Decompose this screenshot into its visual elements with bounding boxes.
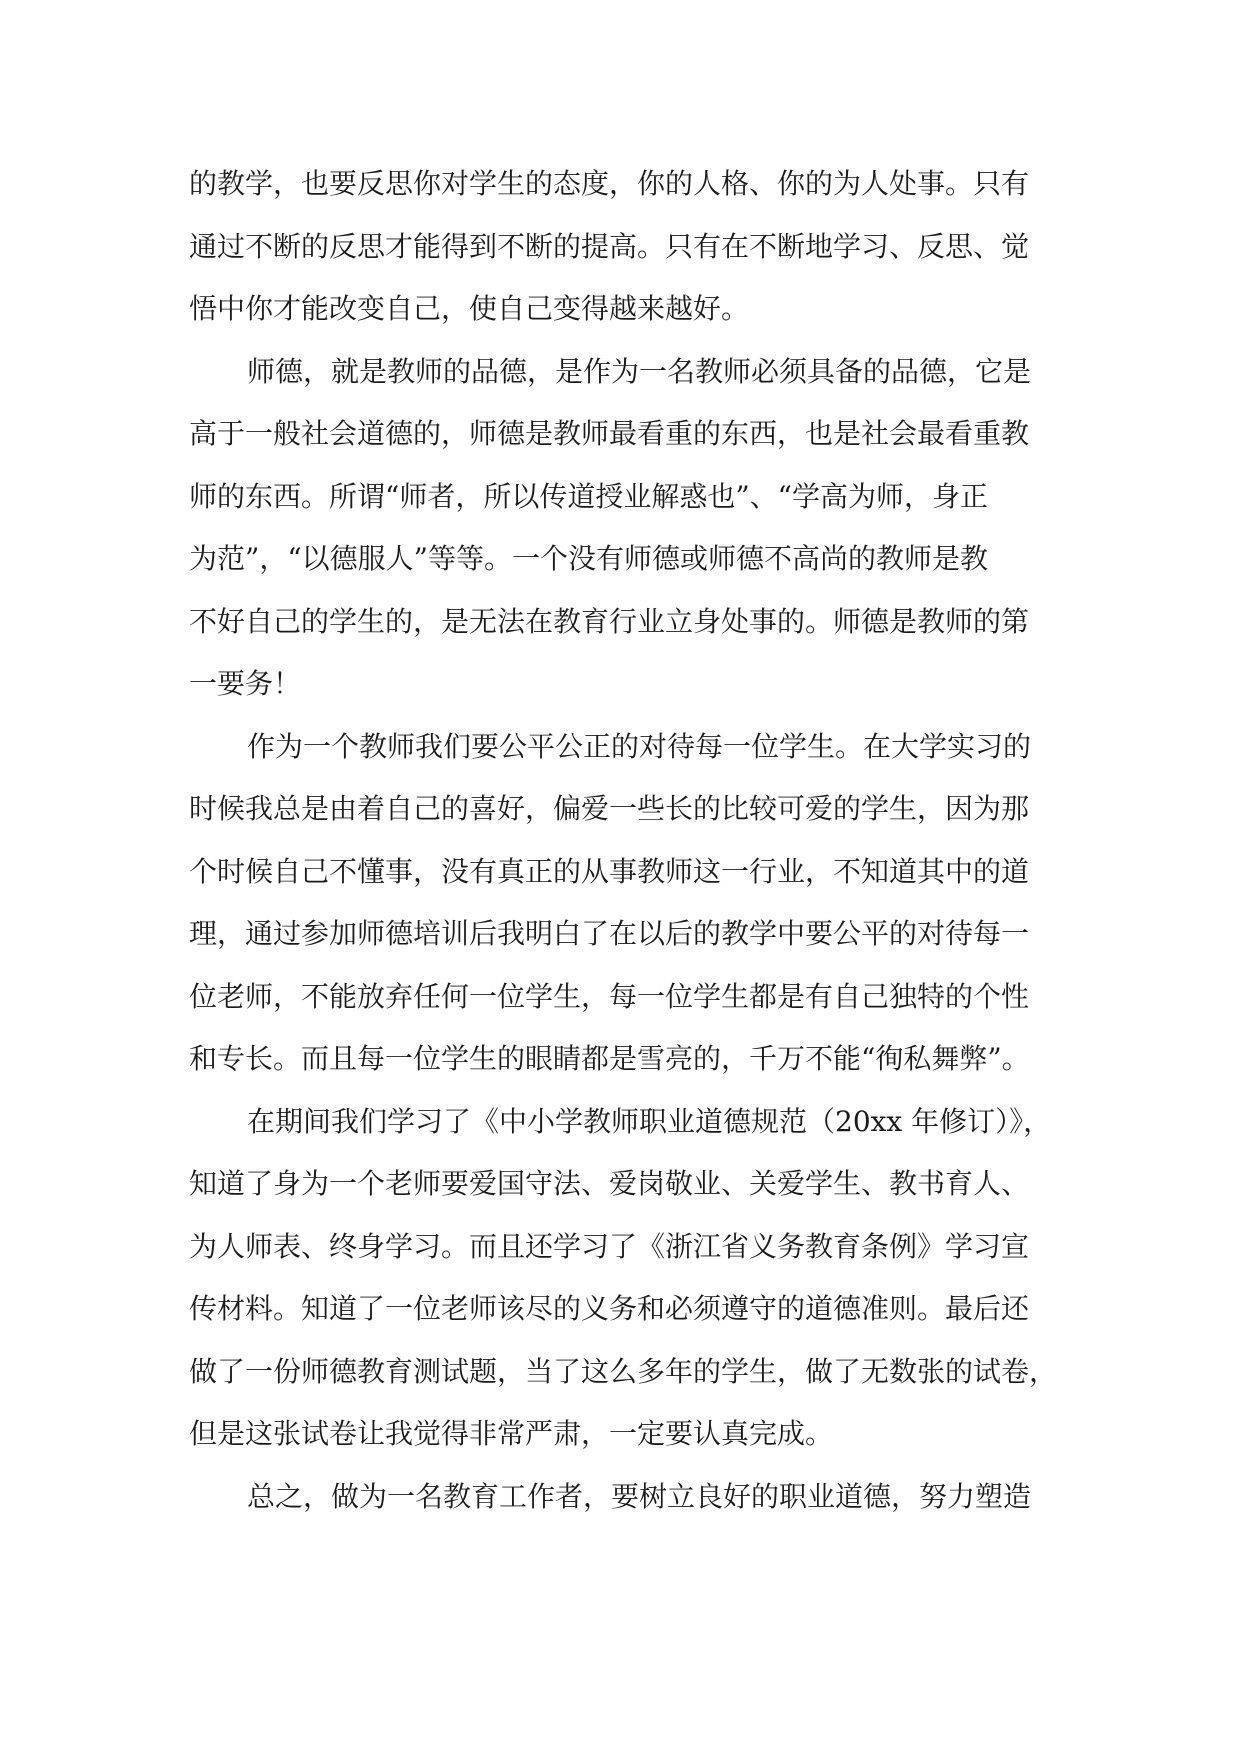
text-line: 做了一份师德教育测试题，当了这么多年的学生，做了无数张的试卷，	[189, 1354, 1058, 1388]
text-line: 知道了身为一个老师要爱国守法、爱岗敬业、关爱学生、教书育人、	[189, 1167, 1030, 1200]
document-body	[189, 153, 1069, 1528]
text-line: 总之，做为一名教育工作者，要树立良好的职业道德，努力塑造	[247, 1479, 1032, 1513]
text-line: 时候我总是由着自己的喜好，偏爱一些长的比较可爱的学生，因为那	[189, 792, 1030, 825]
paragraph-study-materials	[189, 1091, 1069, 1466]
paragraph-conclusion	[189, 1466, 1069, 1529]
text-line: 不好自己的学生的，是无法在教育行业立身处事的。师德是教师的第	[189, 604, 1030, 638]
text-line: 通过不断的反思才能得到不断的提高。只有在不断地学习、反思、觉	[189, 229, 1030, 263]
text-line: 和专长。而且每一位学生的眼睛都是雪亮的，千万不能“徇私舞弊”。	[189, 1042, 1030, 1075]
text-line: 但是这张试卷让我觉得非常严肃，一定要认真完成。	[189, 1417, 834, 1450]
text-line: 个时候自己不懂事，没有真正的从事教师这一行业，不知道其中的道	[189, 854, 1030, 888]
text-line: 在期间我们学习了《中小学教师职业道德规范（20xx 年修订）》，	[247, 1104, 1052, 1138]
text-line: 师的东西。所谓“师者，所以传道授业解惑也”、“学高为师，身正	[189, 479, 988, 513]
paragraph-teacher-ethics	[189, 341, 1069, 716]
paragraph-reflection-continued	[189, 153, 1069, 341]
text-line: 的教学，也要反思你对学生的态度，你的人格、你的为人处事。只有	[189, 167, 1030, 200]
text-line: 高于一般社会道德的，师德是教师最看重的东西，也是社会最看重教	[189, 417, 1030, 450]
text-line: 为人师表、终身学习。而且还学习了《浙江省义务教育条例》学习宣	[189, 1229, 1030, 1263]
text-line: 为范”，“以德服人”等等。一个没有师德或师德不高尚的教师是教	[189, 542, 988, 575]
text-line: 悟中你才能改变自己，使自己变得越来越好。	[189, 292, 750, 325]
text-line: 传材料。知道了一位老师该尽的义务和必须遵守的道德准则。最后还	[189, 1292, 1030, 1325]
text-line: 位老师，不能放弃任何一位学生，每一位学生都是有自己独特的个性	[189, 979, 1030, 1013]
text-line: 作为一个教师我们要公平公正的对待每一位学生。在大学实习的	[247, 729, 1032, 763]
text-line: 一要务！	[189, 667, 302, 700]
text-line: 师德，就是教师的品德，是作为一名教师必须具备的品德，它是	[247, 354, 1032, 388]
text-line: 理，通过参加师德培训后我明白了在以后的教学中要公平的对待每一	[189, 917, 1030, 950]
paragraph-fairness	[189, 716, 1069, 1091]
